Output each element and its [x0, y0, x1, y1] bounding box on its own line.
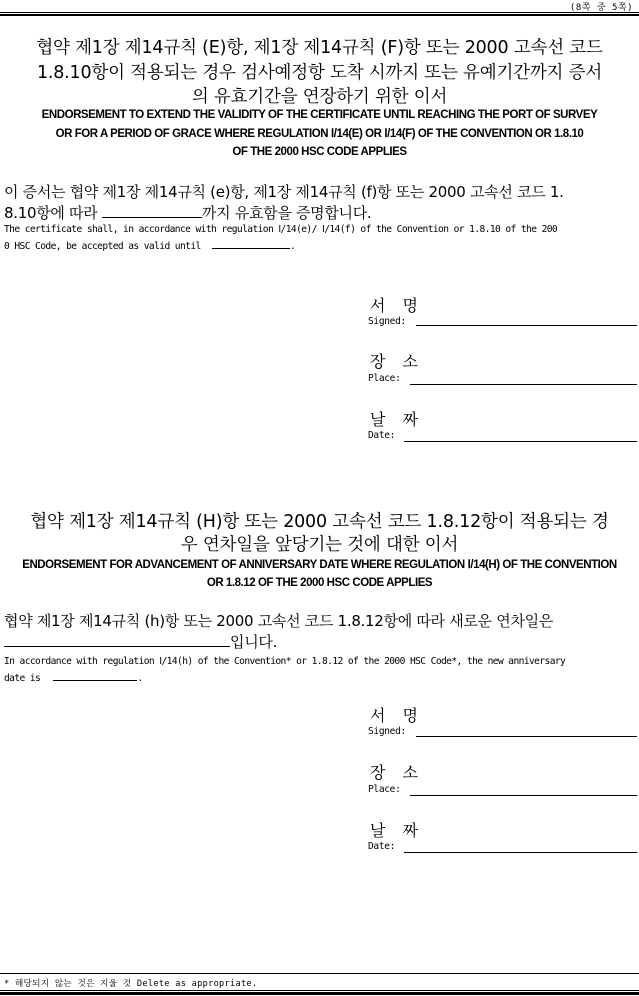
section1-body-ko-line2 [4, 203, 636, 223]
section1-date-en: Date: [368, 430, 396, 441]
top-rule-thin [0, 12, 639, 13]
section2-body-en-line1: In accordance with regulation Ⅰ/14(h) of the Convention* or 1.8.12 of the 2000 HSC Code*, the new anniversary [4, 656, 566, 667]
page-number: (8쪽 중 5쪽) [569, 3, 633, 13]
section2-body-en-prefix: date is [4, 673, 41, 684]
section2-body-en-line2 [4, 670, 636, 687]
section1-valid-until-blank-ko[interactable] [102, 207, 202, 218]
section1-title-en-line3: OF THE 2000 HSC CODE APPLIES [232, 146, 407, 158]
section1-body-en-line2 [4, 238, 636, 255]
section1-signed-en: Signed: [368, 316, 406, 327]
section1-signed-ko: 서 명 [370, 296, 424, 315]
section2-body-en-suffix: . [137, 673, 143, 684]
section1-place-en: Place: [368, 373, 401, 384]
section1-title-ko-line2: 1.8.10항이 적용되는 경우 검사예정항 도착 시까지 또는 유예기간까지 증서 [36, 63, 603, 83]
section1-date-line[interactable] [404, 441, 637, 442]
section1-body-ko-line1: 이 증서는 협약 제1장 제14규칙 (e)항, 제1장 제14규칙 (f)항 또는 2000 고속선 코드 1. [4, 183, 564, 201]
section2-place-line[interactable] [410, 795, 637, 796]
section1-body-ko-suffix: 까지 유효함을 증명합니다. [201, 204, 372, 222]
section2-title-en-line1: ENDORSEMENT FOR ADVANCEMENT OF ANNIVERSARY DATE WHERE REGULATION Ⅰ/14(H) OF THE CONVENTION [22, 559, 617, 571]
section2-title-en-line2: OR 1.8.12 OF THE 2000 HSC CODE APPLIES [206, 577, 433, 589]
section1-body-ko-prefix: 8.10항에 따라 [4, 204, 98, 222]
section1-place-line[interactable] [410, 384, 637, 385]
section2-place-ko: 장 소 [370, 763, 424, 782]
section1-place-ko: 장 소 [370, 352, 424, 371]
section2-date-en: Date: [368, 841, 396, 852]
footnote: * 해당되지 않는 것은 지울 것 Delete as appropriate. [4, 979, 258, 989]
section2-date-line[interactable] [404, 852, 637, 853]
section1-body-en-suffix: . [289, 241, 296, 252]
section2-title-ko-line1: 협약 제1장 제14규칙 (H)항 또는 2000 고속선 코드 1.8.12항이 적용되는 경 [30, 512, 609, 532]
section2-signed-line[interactable] [416, 736, 637, 737]
section2-body-ko-line2 [4, 632, 636, 652]
section2-anniversary-blank-en[interactable] [53, 670, 137, 681]
section1-title-en-line2: OR FOR A PERIOD OF GRACE WHERE REGULATION Ⅰ/14(E) OR Ⅰ/14(F) OF THE CONVENTION OR 1.8.10 [55, 128, 584, 140]
section2-body-ko-suffix: 입니다. [230, 633, 278, 651]
footer-rule-thick [0, 992, 639, 995]
footer-rule-thin [0, 990, 639, 991]
section1-body-en-line1: The certificate shall, in accordance with regulation Ⅰ/14(e)/ Ⅰ/14(f) of the Convention or 1.8.10 of the 200 [4, 224, 558, 235]
section1-title-en-line1: ENDORSEMENT TO EXTEND THE VALIDITY OF THE CERTIFICATE UNTIL REACHING THE PORT OF SURVEY [41, 109, 598, 121]
footer-rule-top [0, 973, 639, 974]
section1-valid-until-blank-en[interactable] [212, 238, 290, 249]
section1-title-ko-line3: 의 유효기간을 연장하기 위한 이서 [191, 87, 448, 107]
section1-date-ko: 날 짜 [370, 410, 424, 429]
section2-anniversary-blank-ko[interactable] [4, 636, 230, 647]
section1-body-en-prefix: 0 HSC Code, be accepted as valid until [4, 241, 201, 252]
section2-body-ko-line1: 협약 제1장 제14규칙 (h)항 또는 2000 고속선 코드 1.8.12항에 따라 새로운 연차일은 [4, 612, 554, 630]
section2-title-ko-line2: 우 연차일을 앞당기는 것에 대한 이서 [180, 535, 459, 555]
top-rule-thick [0, 14, 639, 16]
section1-title-ko-line1: 협약 제1장 제14규칙 (E)항, 제1장 제14규칙 (F)항 또는 2000 고속선 코드 [36, 38, 603, 58]
section2-place-en: Place: [368, 784, 401, 795]
section2-date-ko: 날 짜 [370, 821, 424, 840]
section2-signed-en: Signed: [368, 726, 406, 737]
section2-signed-ko: 서 명 [370, 706, 424, 725]
section1-signed-line[interactable] [416, 325, 637, 326]
